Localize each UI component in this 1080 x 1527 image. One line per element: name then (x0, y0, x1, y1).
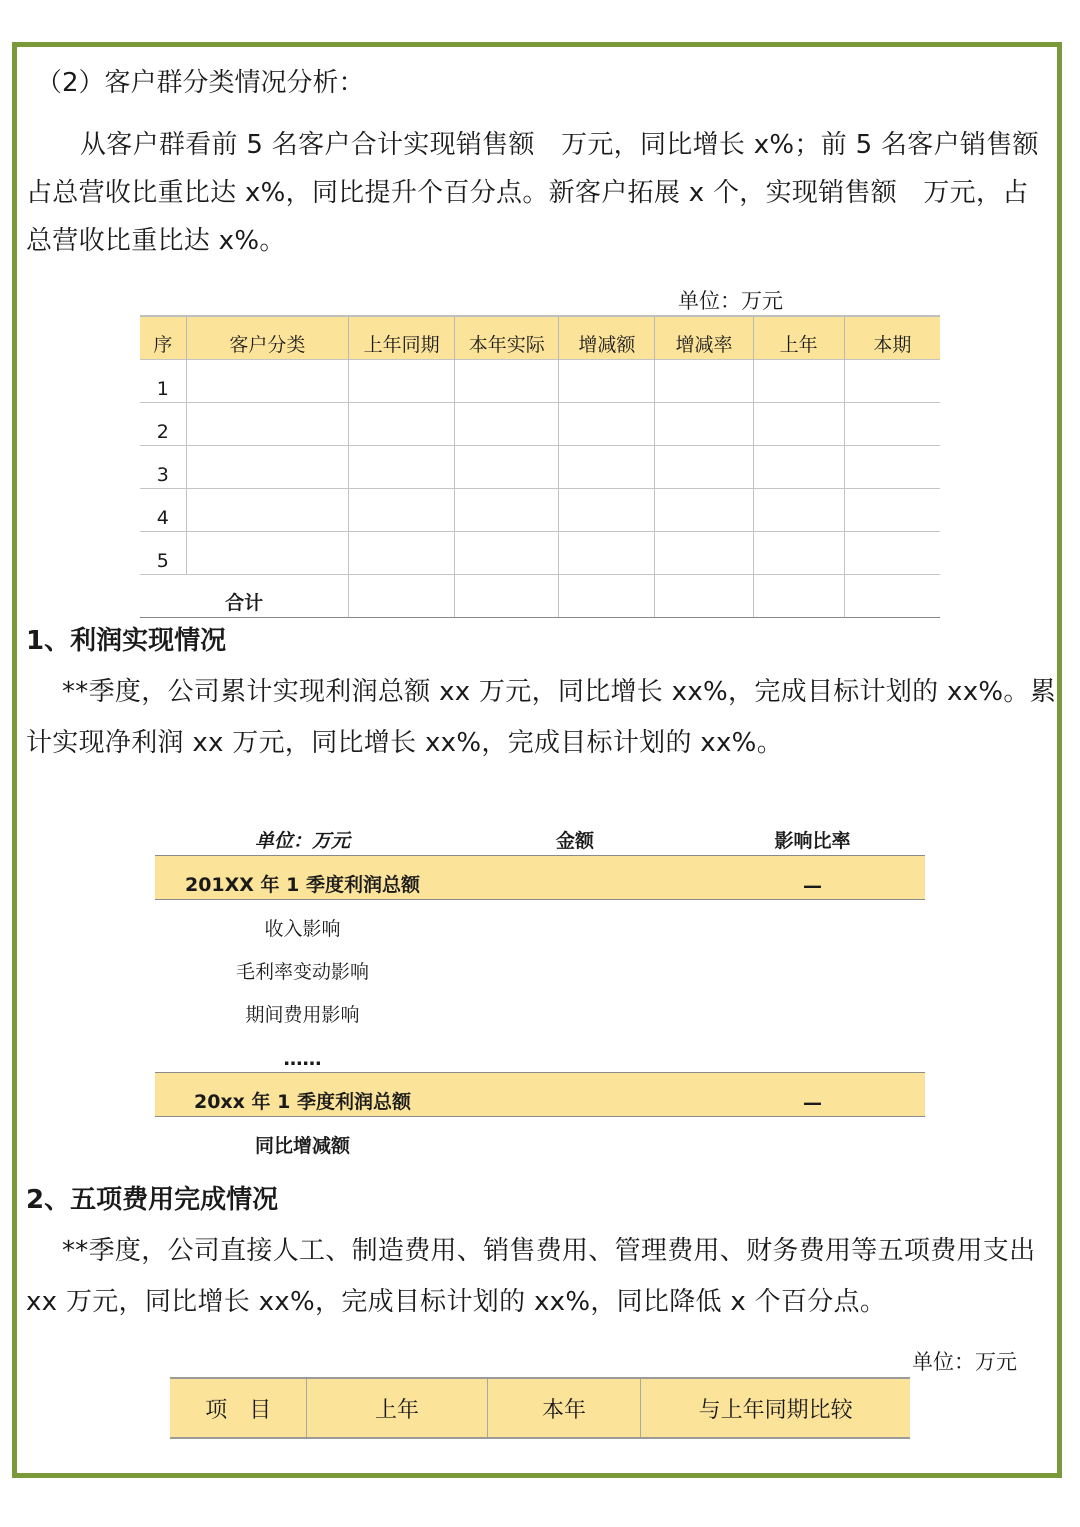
table-row (155, 1029, 925, 1073)
paragraph-line: 计实现净利润 xx 万元，同比增长 xx%，完成目标计划的 xx%。 (26, 728, 783, 758)
row-label: 毛利率变动影响 (235, 961, 369, 983)
col-header: 本期 (844, 316, 940, 360)
row-index: 1 (140, 360, 186, 403)
row-index: 3 (140, 446, 186, 489)
row-label: 201XX 年 1 季度利润总额 (155, 856, 450, 900)
table-row (140, 403, 940, 446)
col-header: 本年 (487, 1378, 641, 1438)
row-label: 收入影响 (264, 918, 341, 940)
table-header-row (170, 1378, 910, 1438)
table-header-row (155, 812, 925, 856)
paragraph-line: **季度，公司累计实现利润总额 xx 万元，同比增长 xx%，完成目标计划的 xx%。累 (62, 677, 1056, 707)
row-rate: — (700, 856, 925, 900)
row-index: 5 (140, 532, 186, 575)
section-title: 2、五项费用完成情况 (26, 1185, 279, 1215)
col-header: 增减额 (559, 316, 655, 360)
col-header: 序 (140, 316, 186, 360)
total-row (140, 575, 940, 618)
table-header-row (140, 316, 940, 360)
total-label: 合计 (140, 575, 349, 618)
row-label: 20xx 年 1 季度利润总额 (155, 1073, 450, 1117)
paragraph-line: 总营收比重比达 x%。 (26, 226, 286, 256)
table-row (140, 360, 940, 403)
table-row (140, 532, 940, 575)
unit-label: 单位：万元 (912, 1350, 1017, 1374)
row-label: 同比增减额 (254, 1135, 350, 1157)
table-row (140, 489, 940, 532)
paragraph-line: xx 万元，同比增长 xx%，完成目标计划的 xx%，同比降低 x 个百分点。 (26, 1287, 887, 1317)
row-label: …… (283, 1048, 322, 1070)
table-row (140, 446, 940, 489)
row-rate: — (700, 1073, 925, 1117)
table-row (155, 1117, 925, 1161)
col-header: 上年同期 (349, 316, 455, 360)
table-row (155, 1073, 925, 1117)
unit-label: 单位：万元 (678, 289, 783, 313)
expense-table (170, 1377, 910, 1439)
section-subtitle: （2）客户群分类情况分析： (36, 68, 365, 98)
col-header: 本年实际 (455, 316, 559, 360)
row-label: 期间费用影响 (245, 1004, 360, 1026)
paragraph-line: 从客户群看前 5 名客户合计实现销售额 万元，同比增长 x%；前 5 名客户销售额 (80, 130, 1039, 160)
col-header: 与上年同期比较 (641, 1378, 910, 1438)
table-row (155, 900, 925, 944)
col-header: 客户分类 (186, 316, 348, 360)
row-index: 2 (140, 403, 186, 446)
row-index: 4 (140, 489, 186, 532)
table-row (155, 943, 925, 986)
col-header: 上年 (307, 1378, 487, 1438)
profit-table (155, 812, 925, 1160)
customer-table (140, 315, 940, 618)
col-header: 上年 (753, 316, 844, 360)
table-row (155, 856, 925, 900)
paragraph-line: **季度，公司直接人工、制造费用、销售费用、管理费用、财务费用等五项费用支出 (62, 1236, 1036, 1266)
unit-label: 单位：万元 (254, 830, 350, 852)
col-header: 项 目 (170, 1378, 307, 1438)
table-row (155, 986, 925, 1029)
section-title: 1、利润实现情况 (26, 626, 227, 656)
col-header: 金额 (555, 830, 594, 852)
paragraph-line: 占总营收比重比达 x%，同比提升个百分点。新客户拓展 x 个，实现销售额 万元，占 (26, 178, 1029, 208)
col-header: 影响比率 (774, 830, 851, 852)
col-header: 增减率 (655, 316, 753, 360)
